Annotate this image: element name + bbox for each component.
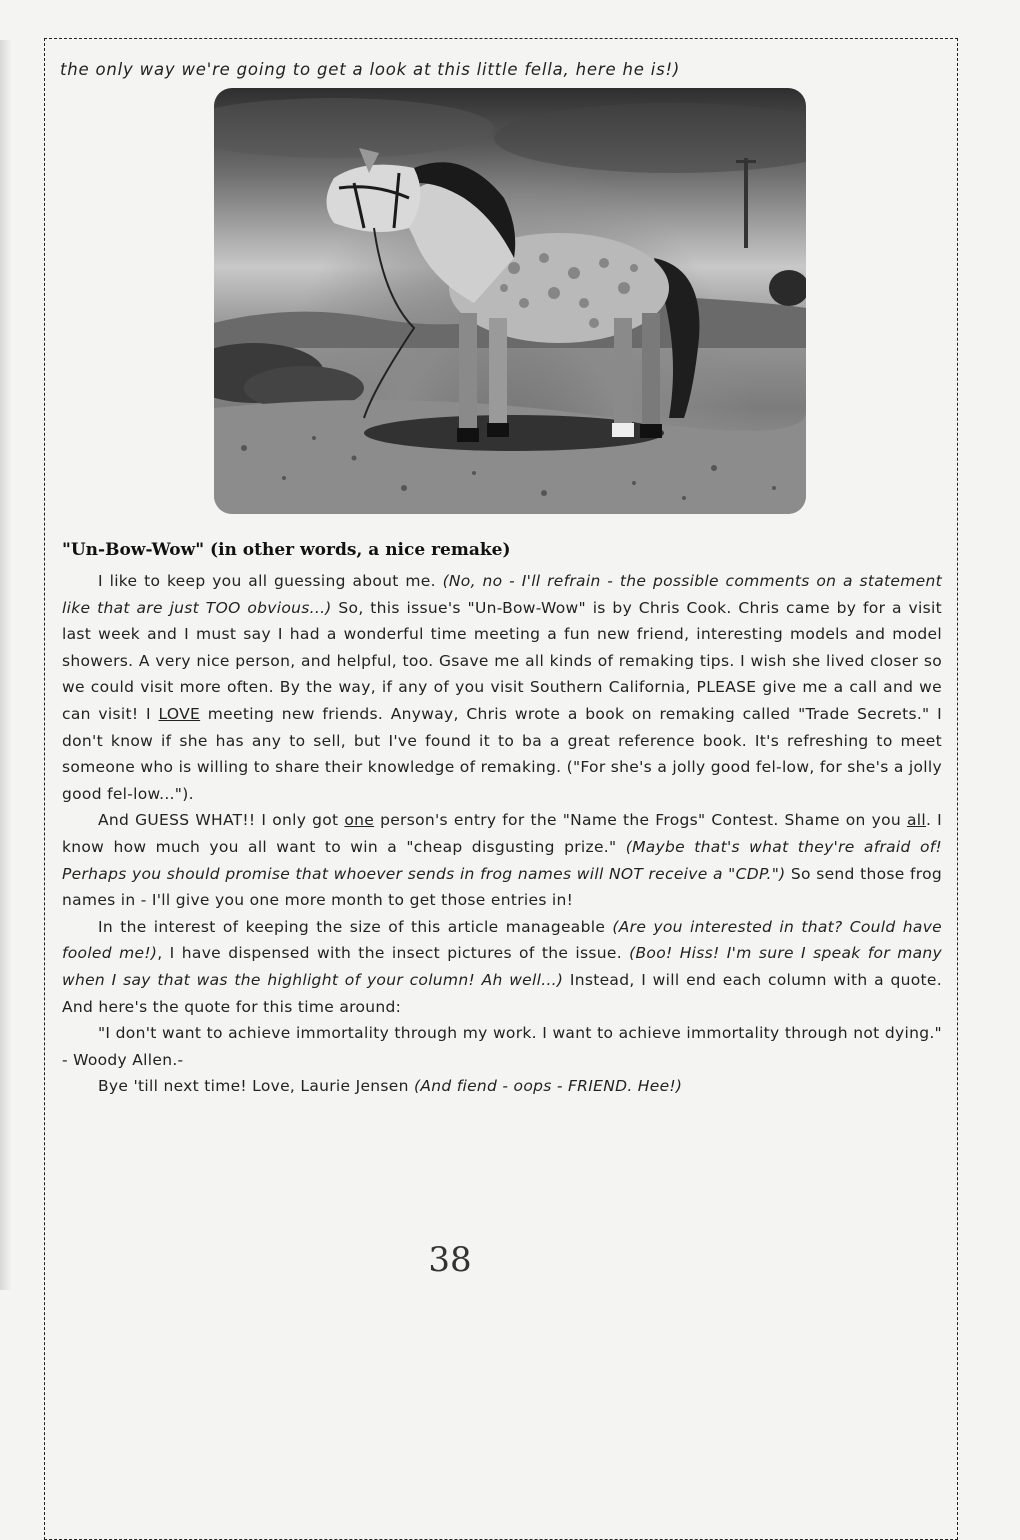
paragraph-text: So send those frog names in - I'll give you one more month to get those entries in! — [62, 864, 942, 910]
paragraph-text: , I have dispensed with the insect pictures of the issue. — [157, 944, 630, 963]
article-body — [62, 568, 942, 1100]
paragraph-text: meeting new friends. Anyway, Chris wrote a book on remaking called "Trade Secrets." I don't know if she has any to sell, but I've found it to ba a great reference book. It's refreshing to meet someone who is willing to share their knowledge of remaking. ("For she's a jolly good fel-low, for she's a jolly good fel-low..."). — [62, 704, 942, 803]
article-heading: "Un-Bow-Wow" (in other words, a nice remake) — [62, 540, 511, 560]
emphasis-text: one — [344, 811, 375, 830]
paragraph-text: Instead, I will end each column with a quote. And here's the quote for this time around: — [62, 970, 942, 1016]
paragraph-aside: (Boo! Hiss! I'm sure I speak for many when I say that was the highlight of your column! Ah well...) — [62, 944, 942, 989]
paragraph-aside: (Maybe that's what they're afraid of! Perhaps you should promise that whoever sends in frog names will NOT receive a "CDP.") — [62, 837, 943, 883]
paragraph-contest — [62, 807, 942, 913]
horse-photo-illustration — [214, 88, 806, 514]
paragraph-signoff — [62, 1073, 942, 1100]
photo-caption: the only way we're going to get a look at this little fella, here he is!) — [60, 60, 681, 79]
scan-edge-shadow — [0, 40, 12, 1290]
paragraph-quote: "I don't want to achieve immortality through my work. I want to achieve immortality through not dying." - Woody Allen.- — [62, 1024, 942, 1069]
paragraph-text: And GUESS WHAT!! I only got — [98, 811, 345, 830]
paragraph-aside: (Are you interested in that? Could have fooled me!) — [62, 917, 942, 963]
emphasis-text: LOVE — [158, 704, 201, 723]
paragraph-text: I like to keep you all guessing about me. — [98, 572, 443, 590]
page-number: 38 — [428, 1240, 472, 1280]
horse-photo — [214, 88, 806, 514]
paragraph-text: So, this issue's "Un-Bow-Wow" is by Chris Cook. Chris came by for a visit last week and I must say I had a wonderful time meeting a fun new friend, interesting models and model showers. A very nice person, and helpful, too. Gsave me all kinds of remaking tips. I wish she lived closer so we could visit more often. By the way, if any of you visit Southern California, PLEASE give me a call and we can visit! I — [62, 598, 942, 723]
paragraph-interest — [62, 914, 942, 1020]
paragraph-text: . I know how much you all want to win a "cheap disgusting prize." — [62, 811, 943, 856]
paragraph-intro — [62, 568, 942, 807]
signoff-text: Bye 'till next time! Love, Laurie Jensen — [98, 1077, 414, 1096]
paragraph-aside: (No, no - I'll refrain - the possible comments on a statement like that are just TOO obvious...) — [62, 572, 942, 617]
signoff-aside: (And fiend - oops - FRIEND. Hee!) — [413, 1077, 683, 1096]
emphasis-text: all — [906, 811, 926, 830]
paragraph-text: person's entry for the "Name the Frogs" Contest. Shame on you — [374, 811, 907, 830]
paragraph-text: In the interest of keeping the size of this article manageable — [98, 917, 613, 936]
